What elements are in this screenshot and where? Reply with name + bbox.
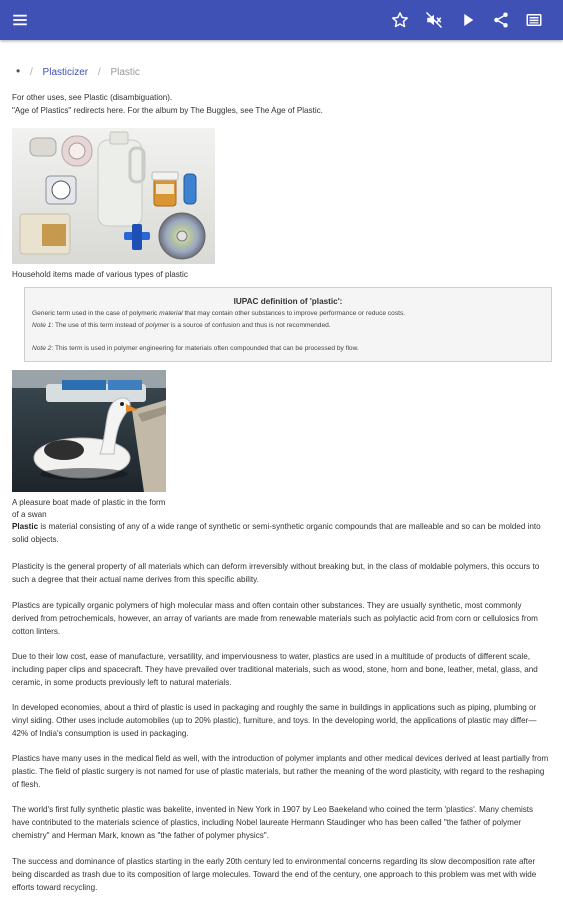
household-photo-caption: Household items made of various types of plastic — [12, 270, 188, 279]
breadcrumb-parent-link[interactable]: Plasticizer — [42, 67, 89, 78]
iupac-note-2: Note 2: This term is used in polymer engineering for materials often compounded that can be processed by flow. — [32, 345, 359, 352]
article-paragraph: Plastics are typically organic polymers of high molecular mass and often contain other substances. They are usually synthetic, most commonly derived from petrochemicals, however, an array of variants are made from renewable materials such as polylactic acid from corn or cellulosics from cotton linters. — [12, 601, 538, 636]
article-paragraph: Plastic is material consisting of any of a wide range of synthetic or semi-synthetic organic compounds that are malleable and so can be molded into solid objects. — [12, 522, 541, 544]
article-paragraph: The success and dominance of plastics starting in the early 20th century led to environmental concerns regarding its slow decomposition rate after being discarded as trash due to its composition of large molecules. Toward the end of the century, one approach to this problem was met with wide efforts toward recycling. — [12, 857, 537, 892]
share-icon[interactable] — [489, 8, 513, 32]
article-paragraph: In developed economies, about a third of plastic is used in packaging and roughly the same in buildings in applications such as piping, plumbing or vinyl siding. Other uses include automobiles (up to 20% plastic), furniture, and toys. In the developing world, the applications of plastic may differ—42% of India's consumption is used in packaging. — [12, 703, 537, 738]
hatnote-disambiguation[interactable]: For other uses, see Plastic (disambiguation). — [12, 93, 173, 102]
article-paragraph: Plastics have many uses in the medical field as well, with the introduction of polymer implants and other medical devices derived at least partially from plastic. The field of plastic surgery is not named for use of plastic materials, but rather the meaning of the word plasticity, with regard to the reshaping of flesh. — [12, 754, 549, 789]
volume-off-icon[interactable] — [422, 8, 446, 32]
menu-icon[interactable] — [8, 8, 32, 32]
app-bar — [0, 0, 563, 40]
article-paragraph: Plasticity is the general property of all materials which can deform irreversibly without breaking but, in the class of moldable polymers, this occurs to such a degree that their actual name derives from this specific ability. — [12, 562, 540, 584]
breadcrumb-separator: / — [29, 67, 33, 78]
household-plastics-photo[interactable] — [12, 128, 215, 264]
iupac-definition-box — [24, 287, 552, 362]
breadcrumb-home[interactable]: • — [16, 64, 21, 78]
iupac-title: IUPAC definition of 'plastic': — [233, 297, 343, 306]
list-icon[interactable] — [522, 8, 546, 32]
breadcrumb — [16, 64, 140, 78]
breadcrumb-current: Plastic — [110, 67, 140, 78]
play-icon[interactable] — [456, 8, 480, 32]
article-paragraph: The world's first fully synthetic plastic was bakelite, invented in New York in 1907 by Leo Baekeland who coined the term 'plastics'. Many chemists have contributed to the materials science of plastics, including Nobel laureate Hermann Staudinger who has been called "the father of polymer chemistry" and Herman Mark, known as "the father of polymer physics". — [12, 805, 534, 840]
hatnote-redirect[interactable]: "Age of Plastics" redirects here. For the album by The Buggles, see The Age of Plastic. — [12, 106, 323, 115]
article-paragraph: Due to their low cost, ease of manufacture, versatility, and imperviousness to water, plastics are used in a multitude of products of different scale, including paper clips and spacecraft. They have prevailed over traditional materials, such as wood, stone, horn and bone, leather, metal, glass, and ceramic, in some products previously left to natural materials. — [12, 652, 538, 687]
iupac-definition-line: Generic term used in the case of polymeric material that may contain other substances to improve performance or reduce costs. — [32, 310, 406, 317]
star-outline-icon[interactable] — [388, 8, 412, 32]
article-term-plastic: Plastic — [12, 522, 39, 531]
swan-boat-photo[interactable] — [12, 370, 166, 492]
iupac-note-1: Note 1: The use of this term instead of polymer is a source of confusion and thus is not recommended. — [32, 322, 331, 329]
swan-boat-caption: A pleasure boat made of plastic in the form of a swan — [12, 498, 166, 519]
breadcrumb-separator: / — [97, 67, 101, 78]
